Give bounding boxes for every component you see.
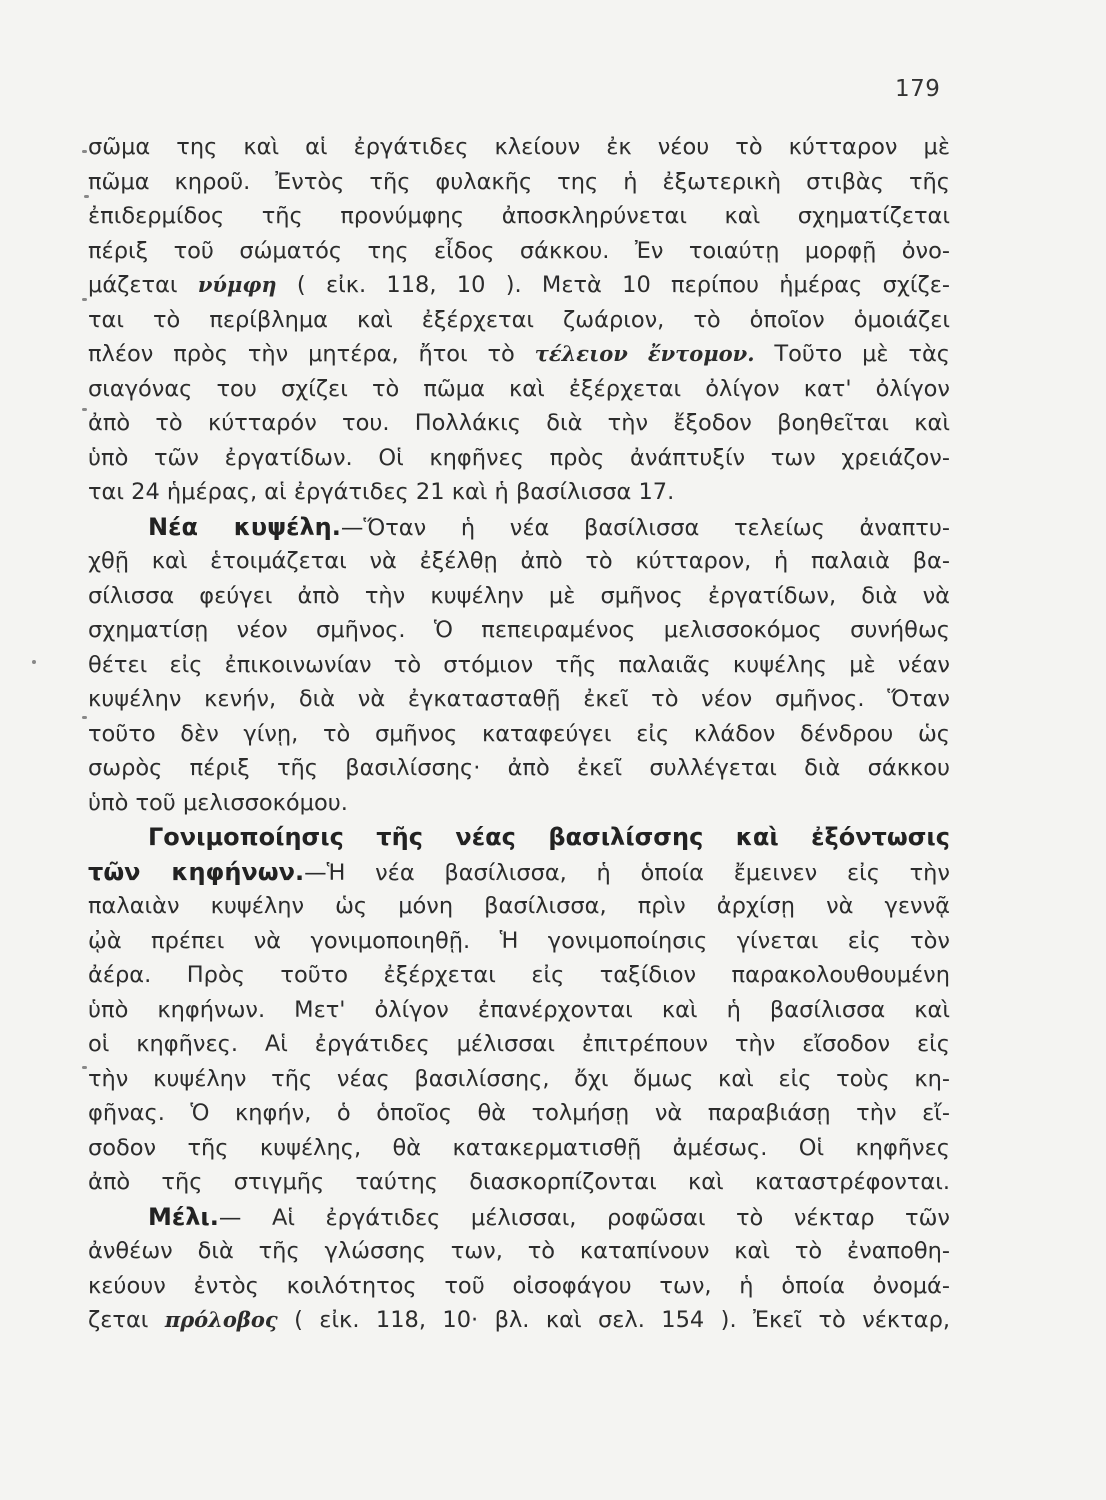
text-line: [88, 579, 950, 613]
text-line: [88, 372, 950, 406]
text-line: [88, 993, 950, 1027]
line-text: Τοῦτο μὲ τὰς: [754, 341, 951, 367]
text-line: [88, 268, 950, 302]
text-line: [88, 1303, 950, 1337]
text-line: [88, 1131, 950, 1165]
line-text: σιαγόνας του σχίζει τὸ πῶμα καὶ ἐξέρχεται ὀλίγον κατ' ὀλίγον: [88, 375, 950, 402]
text-line: [88, 199, 950, 233]
text-line: [88, 1234, 950, 1268]
text-line: [88, 889, 950, 923]
italic-term: πρόλοβος: [164, 1307, 278, 1332]
line-text: ἀπὸ τὸ κύτταρόν του. Πολλάκις διὰ τὴν ἔξοδον βοηθεῖται καὶ: [88, 410, 950, 436]
text-line: [88, 1096, 950, 1130]
text-line: [88, 717, 950, 751]
section-heading: Νέα κυψέλη.: [148, 512, 341, 541]
scan-mark: [82, 408, 87, 411]
line-text: χθῇ καὶ ἑτοιμάζεται νὰ ἐξέλθῃ ἀπὸ τὸ κύτταρον, ἡ παλαιὰ βα-: [88, 548, 950, 574]
line-text: ὑπὸ κηφήνων. Μετ' ὀλίγον ἐπανέρχονται καὶ ἡ βασίλισσα καὶ: [88, 996, 950, 1023]
line-text: παλαιὰν κυψέλην ὡς μόνη βασίλισσα, πρὶν ἀρχίσῃ νὰ γεννᾷ: [88, 893, 950, 919]
scan-mark: [82, 150, 87, 153]
text-line: [88, 165, 950, 199]
line-text: σχηματίσῃ νέον σμῆνος. Ὁ πεπειραμένος μελισσοκόμος συνήθως: [88, 617, 950, 643]
text-line: [88, 1062, 950, 1096]
line-text: —Ὅταν ἡ νέα βασίλισσα τελείως ἀναπτυ-: [340, 514, 950, 541]
line-text: ἀνθέων διὰ τῆς γλώσσης των, τὸ καταπίνουν καὶ τὸ ἐναποθη-: [88, 1238, 950, 1264]
italic-term: νύμφη: [197, 272, 277, 297]
scan-mark: [84, 195, 89, 198]
section-heading: τῶν κηφήνων.: [88, 857, 305, 886]
line-text: σῶμα της καὶ αἱ ἐργάτιδες κλείουν ἐκ νέου τὸ κύτταρον μὲ: [88, 134, 950, 160]
line-text: τὴν κυψέλην τῆς νέας βασιλίσσης, ὄχι ὅμως καὶ εἰς τοὺς κη-: [88, 1065, 950, 1092]
line-text: ἀπὸ τῆς στιγμῆς ταύτης διασκορπίζονται καὶ καταστρέφονται.: [88, 1169, 950, 1195]
line-text: ἀέρα. Πρὸς τοῦτο ἐξέρχεται εἰς ταξίδιον παρακολουθουμένη: [88, 962, 950, 988]
text-line: [88, 1027, 950, 1061]
line-text: ζεται: [88, 1307, 165, 1333]
text-line: [88, 475, 950, 509]
text-line: [88, 613, 950, 647]
text-line: [148, 510, 950, 544]
text-line: [88, 648, 950, 682]
line-text: οἱ κηφῆνες. Αἱ ἐργάτιδες μέλισσαι ἐπιτρέπουν τὴν εἴσοδον εἰς: [88, 1031, 950, 1057]
scan-mark: [82, 298, 87, 301]
text-line: [88, 337, 950, 371]
text-line: [88, 303, 950, 337]
text-line: [88, 406, 950, 440]
text-line: [88, 958, 950, 992]
text-line: [88, 234, 950, 268]
line-text: ( εἰκ. 118, 10· βλ. καὶ σελ. 154 ). Ἐκεῖ τὸ νέκταρ,: [277, 1307, 951, 1333]
line-text: ᾠὰ πρέπει νὰ γονιμοποιηθῇ. Ἡ γονιμοποίησις γίνεται εἰς τὸν: [88, 927, 950, 954]
section-heading: Μέλι.: [148, 1202, 219, 1231]
text-line: [88, 441, 950, 475]
text-line: [88, 682, 950, 716]
text-line: [88, 751, 950, 785]
line-text: κυψέλην κενήν, διὰ νὰ ἐγκατασταθῇ ἐκεῖ τὸ νέον σμῆνος. Ὅταν: [88, 686, 950, 712]
line-text: —Ἡ νέα βασίλισσα, ἡ ὁποία ἔμεινεν εἰς τὴν: [304, 859, 950, 886]
text-line: [88, 1165, 950, 1199]
line-text: ἐπιδερμίδος τῆς προνύμφης ἀποσκληρύνεται καὶ σχηματίζεται: [88, 203, 950, 229]
scan-mark: [82, 1066, 87, 1069]
line-text: φῆνας. Ὁ κηφήν, ὁ ὁποῖος θὰ τολμήσῃ νὰ παραβιάσῃ τὴν εἴ-: [88, 1100, 950, 1126]
line-text: σίλισσα φεύγει ἀπὸ τὴν κυψέλην μὲ σμῆνος ἐργατίδων, διὰ νὰ: [88, 582, 950, 609]
line-text: ται τὸ περίβλημα καὶ ἐξέρχεται ζωάριον, τὸ ὁποῖον ὁμοιάζει: [88, 306, 950, 333]
text-line: [88, 924, 950, 958]
line-text: κεύουν ἐντὸς κοιλότητος τοῦ οἰσοφάγου των, ἡ ὁποία ὀνομά-: [88, 1272, 950, 1299]
line-text: σοδον τῆς κυψέλης, θὰ κατακερματισθῇ ἀμέσως. Οἱ κηφῆνες: [88, 1134, 950, 1161]
scan-mark: [82, 716, 87, 719]
section-heading: Γονιμοποίησις τῆς νέας βασιλίσσης καὶ ἐξόντωσις: [148, 823, 950, 851]
line-text: ( εἰκ. 118, 10 ). Μετὰ 10 περίπου ἡμέρας σχίζε-: [276, 272, 950, 298]
text-line: [88, 130, 950, 164]
line-text: ὑπὸ τῶν ἐργατίδων. Οἱ κηφῆνες πρὸς ἀνάπτυξίν των χρειάζον-: [88, 444, 950, 471]
line-text: ται 24 ἡμέρας, αἱ ἐργάτιδες 21 καὶ ἡ βασίλισσα 17.: [88, 479, 675, 505]
line-text: τοῦτο δὲν γίνῃ, τὸ σμῆνος καταφεύγει εἰς κλάδον δένδρου ὡς: [88, 720, 950, 747]
line-text: — Αἱ ἐργάτιδες μέλισσαι, ροφῶσαι τὸ νέκταρ τῶν: [218, 1204, 950, 1231]
text-line: [88, 855, 950, 889]
page-number: 179: [895, 76, 941, 102]
text-line: [88, 786, 950, 820]
line-text: πῶμα κηροῦ. Ἐντὸς τῆς φυλακῆς της ἡ ἐξωτερικὴ στιβὰς τῆς: [88, 168, 950, 195]
line-text: μάζεται: [88, 272, 198, 298]
text-line: [88, 544, 950, 578]
italic-term: τέλειον ἔντομον.: [534, 341, 755, 366]
text-line: [88, 1269, 950, 1303]
text-line: [148, 820, 950, 854]
line-text: πλέον πρὸς τὴν μητέρα, ἤτοι τὸ: [88, 341, 535, 367]
scan-mark: [32, 660, 36, 664]
line-text: πέριξ τοῦ σώματός της εἶδος σάκκου. Ἐν τοιαύτῃ μορφῇ ὀνο-: [88, 237, 950, 264]
line-text: ὑπὸ τοῦ μελισσοκόμου.: [88, 789, 348, 816]
text-line: [148, 1200, 950, 1234]
line-text: θέτει εἰς ἐπικοινωνίαν τὸ στόμιον τῆς παλαιᾶς κυψέλης μὲ νέαν: [88, 651, 950, 678]
line-text: σωρὸς πέριξ τῆς βασιλίσσης· ἀπὸ ἐκεῖ συλλέγεται διὰ σάκκου: [88, 755, 950, 781]
